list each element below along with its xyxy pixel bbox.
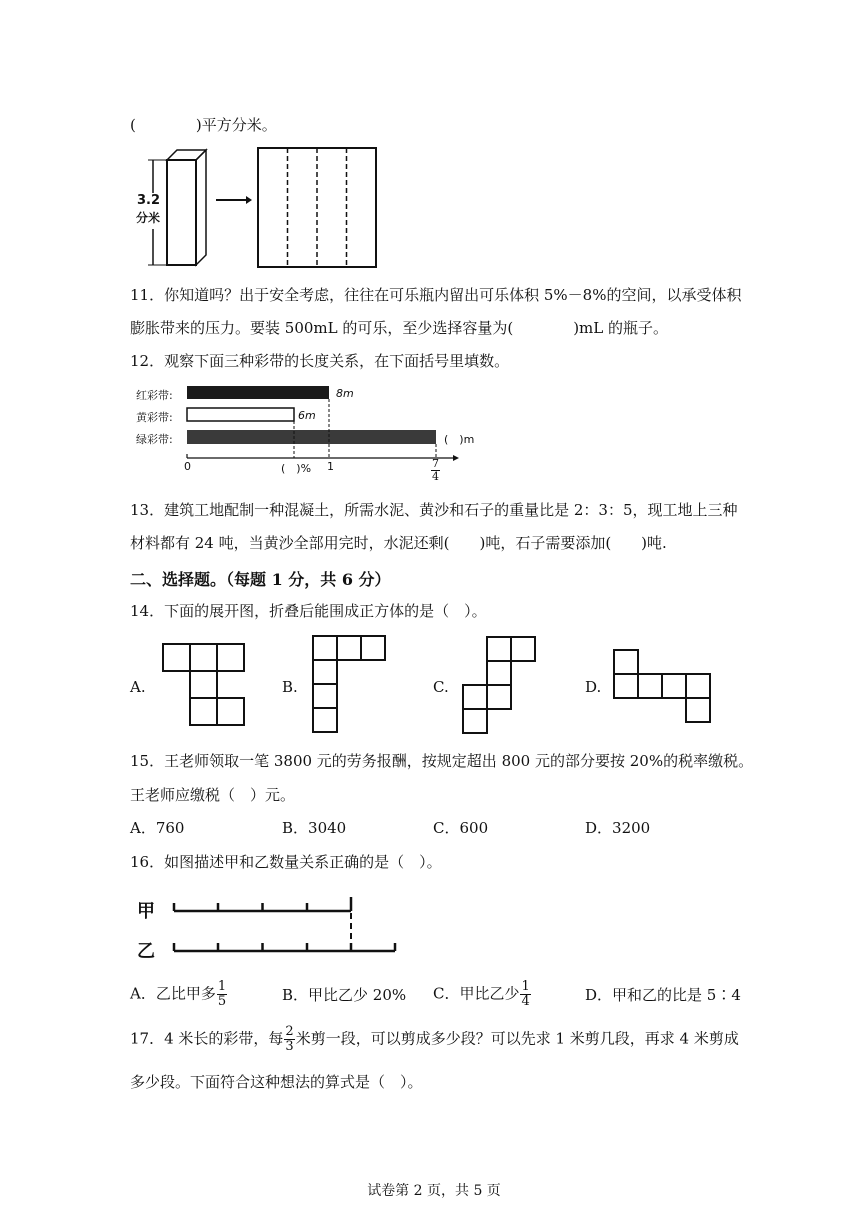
q16-option-b[interactable]: B．甲比乙少 20% bbox=[282, 986, 407, 1004]
page-footer: 试卷第 2 页，共 5 页 bbox=[367, 1183, 501, 1199]
q17-line1-prefix: 17．4 米长的彩带，每 bbox=[130, 1029, 284, 1048]
q17-line1-suffix: 米剪一段，可以剪成多少段？可以先求 1 米剪几段，再求 4 米剪成 bbox=[295, 1029, 739, 1048]
q16-line: 16．如图描述甲和乙数量关系正确的是（ ）。 bbox=[130, 853, 442, 871]
q16-option-c-numerator: 1 bbox=[521, 979, 530, 994]
q10-height-unit: 分米 bbox=[136, 211, 161, 225]
q16-option-a-denominator: 5 bbox=[217, 994, 227, 1009]
q10-answer-line: ( )平方分米。 bbox=[130, 116, 277, 134]
red-ribbon-label: 红彩带: bbox=[136, 389, 173, 402]
tick-fraction-numerator: 7 bbox=[432, 457, 439, 470]
red-ribbon-bar bbox=[187, 386, 329, 399]
yellow-ribbon-label: 黄彩带: bbox=[136, 411, 173, 424]
green-ribbon-bar bbox=[187, 430, 436, 444]
q12-ribbon-diagram bbox=[135, 380, 495, 490]
q16-option-a-text: A．乙比甲多 bbox=[130, 984, 216, 1003]
q16-option-c-text: C．甲比乙少 bbox=[433, 984, 520, 1003]
q15-option-a[interactable]: A．760 bbox=[130, 819, 185, 837]
q11-line1: 11．你知道吗？出于安全考虑，往往在可乐瓶内留出可乐体积 5%－8%的空间，以承受体积 bbox=[130, 286, 742, 304]
q16-option-c-denominator: 4 bbox=[521, 994, 530, 1009]
q14-net-b bbox=[312, 635, 388, 735]
tick-percent: ( )% bbox=[281, 462, 312, 475]
red-ribbon-length: 8m bbox=[336, 387, 354, 400]
tick-fraction bbox=[430, 458, 441, 483]
q17-line1 bbox=[130, 1025, 739, 1054]
q14-line: 14．下面的展开图，折叠后能围成正方体的是（ ）。 bbox=[130, 602, 487, 620]
q14-net-a bbox=[162, 643, 246, 727]
q16-option-a[interactable] bbox=[130, 980, 228, 1009]
q10-figure bbox=[130, 145, 390, 275]
tick-fraction-denominator: 4 bbox=[432, 470, 439, 483]
q14-option-b[interactable]: B. bbox=[282, 678, 298, 696]
yellow-ribbon-bar bbox=[187, 408, 294, 421]
q15-line2: 王老师应缴税（ ）元。 bbox=[130, 786, 296, 804]
q16-option-c[interactable] bbox=[433, 980, 532, 1009]
yellow-ribbon-length: 6m bbox=[298, 409, 316, 422]
q17-fraction-numerator: 2 bbox=[285, 1024, 294, 1039]
q11-line2: 膨胀带来的压力。要装 500mL 的可乐，至少选择容量为( )mL 的瓶子。 bbox=[130, 319, 669, 337]
yi-label: 乙 bbox=[137, 941, 155, 962]
green-ribbon-label: 绿彩带: bbox=[136, 433, 173, 446]
q14-option-c[interactable]: C. bbox=[433, 678, 449, 696]
q12-line: 12．观察下面三种彩带的长度关系，在下面括号里填数。 bbox=[130, 352, 510, 370]
q14-option-a[interactable]: A. bbox=[130, 678, 146, 696]
q13-line1: 13．建筑工地配制一种混凝土，所需水泥、黄沙和石子的重量比是 2：3：5，现工地上三种 bbox=[130, 501, 738, 519]
q14-option-d[interactable]: D. bbox=[585, 678, 602, 696]
q16-option-d[interactable]: D．甲和乙的比是 5∶4 bbox=[585, 986, 741, 1004]
q14-net-d bbox=[613, 649, 713, 724]
tick-zero: 0 bbox=[184, 460, 191, 473]
q15-option-b[interactable]: B．3040 bbox=[282, 819, 347, 837]
q13-line2: 材料都有 24 吨，当黄沙全部用完时，水泥还剩( )吨，石子需要添加( )吨. bbox=[130, 534, 667, 552]
q14-net-c bbox=[462, 636, 538, 736]
q10-height-number: 3.2 bbox=[137, 193, 161, 208]
q15-option-c[interactable]: C．600 bbox=[433, 819, 489, 837]
jia-label: 甲 bbox=[137, 901, 155, 922]
tick-one: 1 bbox=[327, 460, 334, 473]
q15-option-d[interactable]: D．3200 bbox=[585, 819, 651, 837]
q17-fraction-denominator: 3 bbox=[285, 1039, 294, 1054]
q16-option-a-numerator: 1 bbox=[217, 979, 227, 994]
q15-line1: 15．王老师领取一笔 3800 元的劳务报酬，按规定超出 800 元的部分要按 20%的税率缴税。 bbox=[130, 752, 754, 770]
section-title: 二、选择题。（每题 1 分，共 6 分） bbox=[130, 570, 391, 589]
q17-line2: 多少段。下面符合这种想法的算式是（ ）。 bbox=[130, 1073, 423, 1091]
q16-segment-diagram bbox=[170, 895, 410, 965]
green-ribbon-length: ( )m bbox=[444, 433, 475, 446]
